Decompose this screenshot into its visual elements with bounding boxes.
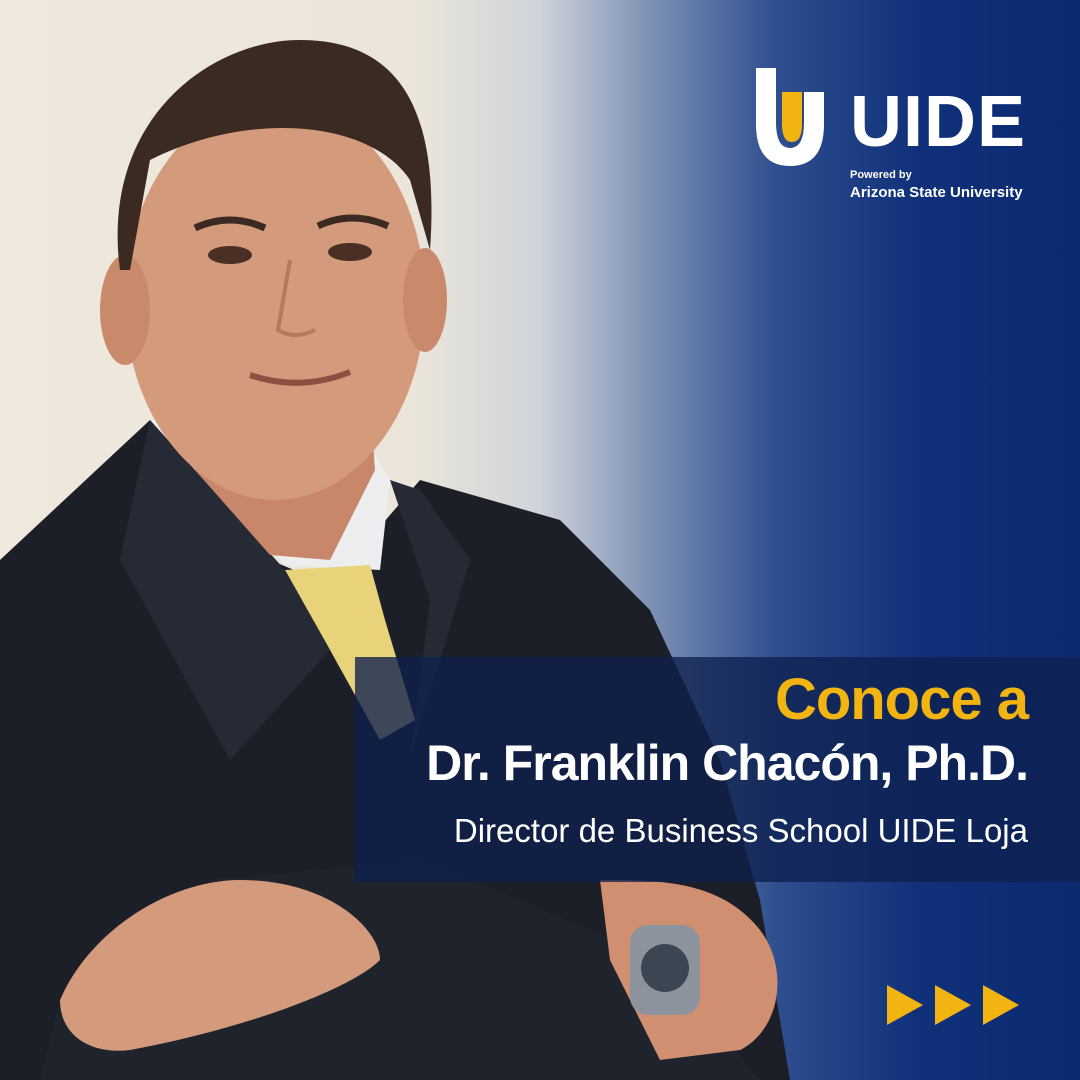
triple-play-arrows-icon [885, 983, 1025, 1027]
headline-intro: Conoce a [774, 667, 1028, 732]
face [125, 100, 425, 500]
person-name: Dr. Franklin Chacón, Ph.D. [426, 735, 1028, 791]
uide-logo [750, 62, 1050, 212]
powered-by-label: Powered by [850, 169, 912, 181]
brand-name: UIDE [850, 82, 1027, 162]
person-role: Director de Business School UIDE Loja [453, 812, 1028, 849]
uide-u-logo-icon [750, 62, 830, 172]
headline-block [426, 668, 1028, 856]
partner-name: Arizona State University [850, 184, 1023, 201]
